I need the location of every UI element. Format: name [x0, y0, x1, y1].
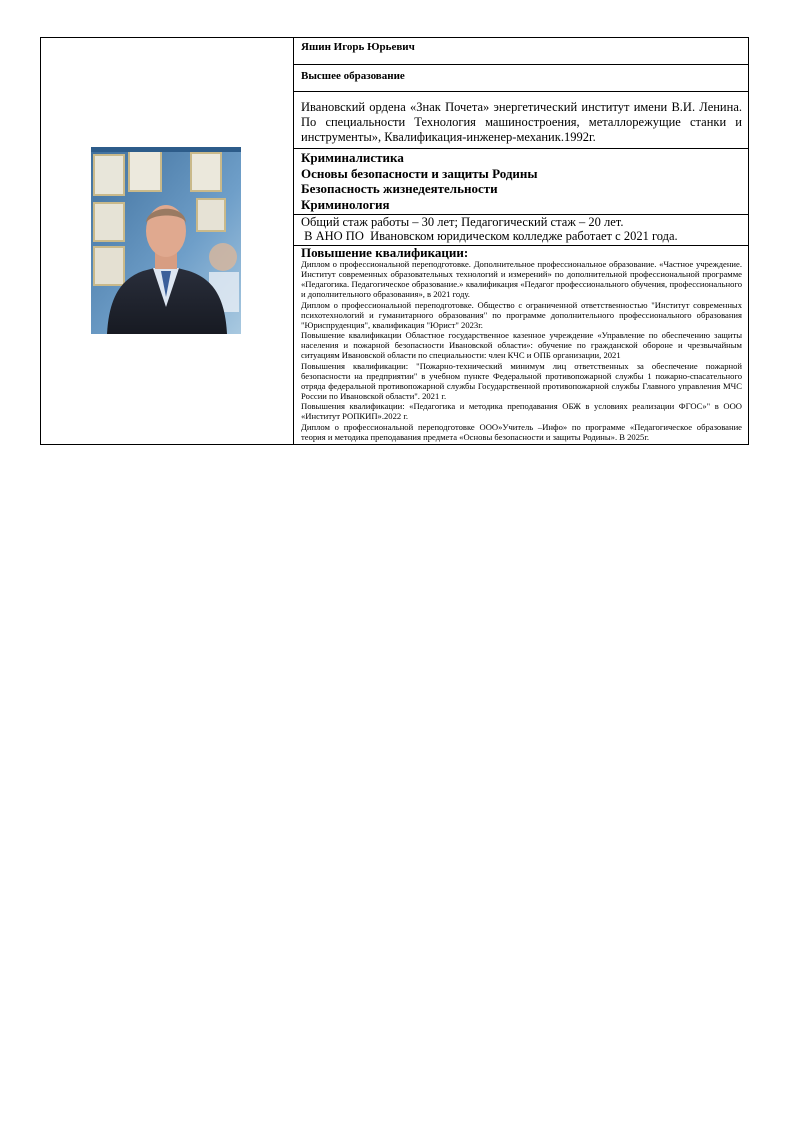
qualification-item: Диплом о профессиональной переподготовке. Общество с ограниченной ответственностью "Институт современных психотехнологий и гуманитарного образования" по программе дополнительного профессионального образования "Юриспруденция", квалификация "Юрист" 2023г. [301, 299, 742, 330]
teacher-photo [91, 147, 241, 334]
photo-cell [41, 38, 294, 445]
subject-item: Криминология [301, 196, 390, 212]
qualification-item: Повышение квалификации Областное государственное казенное учреждение «Управление по обеспечению защиты населения и пожарной безопасности Ивановской области»: обучение по гражданской обороне и чрезвычайным ситуациям Ивановской области по специальности: член КЧС и ОПБ организации, 2021 [301, 330, 742, 361]
subjects-cell [294, 149, 749, 215]
qualification-item: Повышения квалификации: "Пожарно-технический минимум лиц ответственных за обеспечение пожарной безопасности на предприятии" в учебном пункте Федеральной противопожарной службы 1 пожарно-спасательного отряда федеральной противопожарной службы Государственной противопожарной службы Главного управления МЧС России по Ивановской области". 2021 г. [301, 360, 742, 402]
name-cell [294, 38, 749, 65]
experience-total: Общий стаж работы – 30 лет; Педагогический стаж – 20 лет. [301, 215, 624, 229]
qualification-heading: Повышение квалификации: [301, 245, 469, 260]
education-heading-cell [294, 65, 749, 92]
subjects-list [294, 149, 748, 214]
subject-item: Криминалистика [301, 150, 404, 165]
qualification-cell [294, 246, 749, 445]
experience-text [294, 215, 748, 245]
qualification-item: Диплом о профессиональной переподготовке ООО»Учитель –Инфо» по программе «Педагогическое образование теория и методика преподавания предмета «Основы безопасности и защиты Родины». В 2025г. [301, 421, 742, 442]
teacher-name: Яшин Игорь Юрьевич [301, 41, 415, 53]
education-text: Ивановский ордена «Знак Почета» энергетический институт имени В.И. Ленина. По специальности Технология машиностроения, металлорежущие станки и инструменты», Квалификация-инженер-механик.1992г. [301, 100, 742, 144]
subject-item: Безопасность жизнедеятельности [301, 181, 498, 196]
qualification-item: Диплом о профессиональной переподготовке. Дополнительное профессиональное образование. «Частное учреждение. Институт современных образовательных технологий и измерений» по дополнительной профессиональной программе «Педагогика. Педагогическое образование.» квалификация «Педагог профессионального обучения, профессионального и дополнительного образования», в 2021 году. [301, 259, 742, 300]
education-text-cell [294, 92, 749, 149]
subject-item: Основы безопасности и защиты Родины [301, 165, 538, 181]
experience-college: В АНО ПО Ивановском юридическом колледже работает с 2021 года. [301, 228, 678, 243]
teacher-card-table [40, 37, 749, 445]
qualification-item: Повышения квалификации: «Педагогика и методика преподавания ОБЖ в условиях реализации ФГОС»" в ООО «Институт РОПКИП».2022 г. [301, 401, 742, 422]
qualification-block [294, 246, 748, 444]
experience-cell [294, 215, 749, 246]
education-heading: Высшее образование [301, 70, 405, 82]
